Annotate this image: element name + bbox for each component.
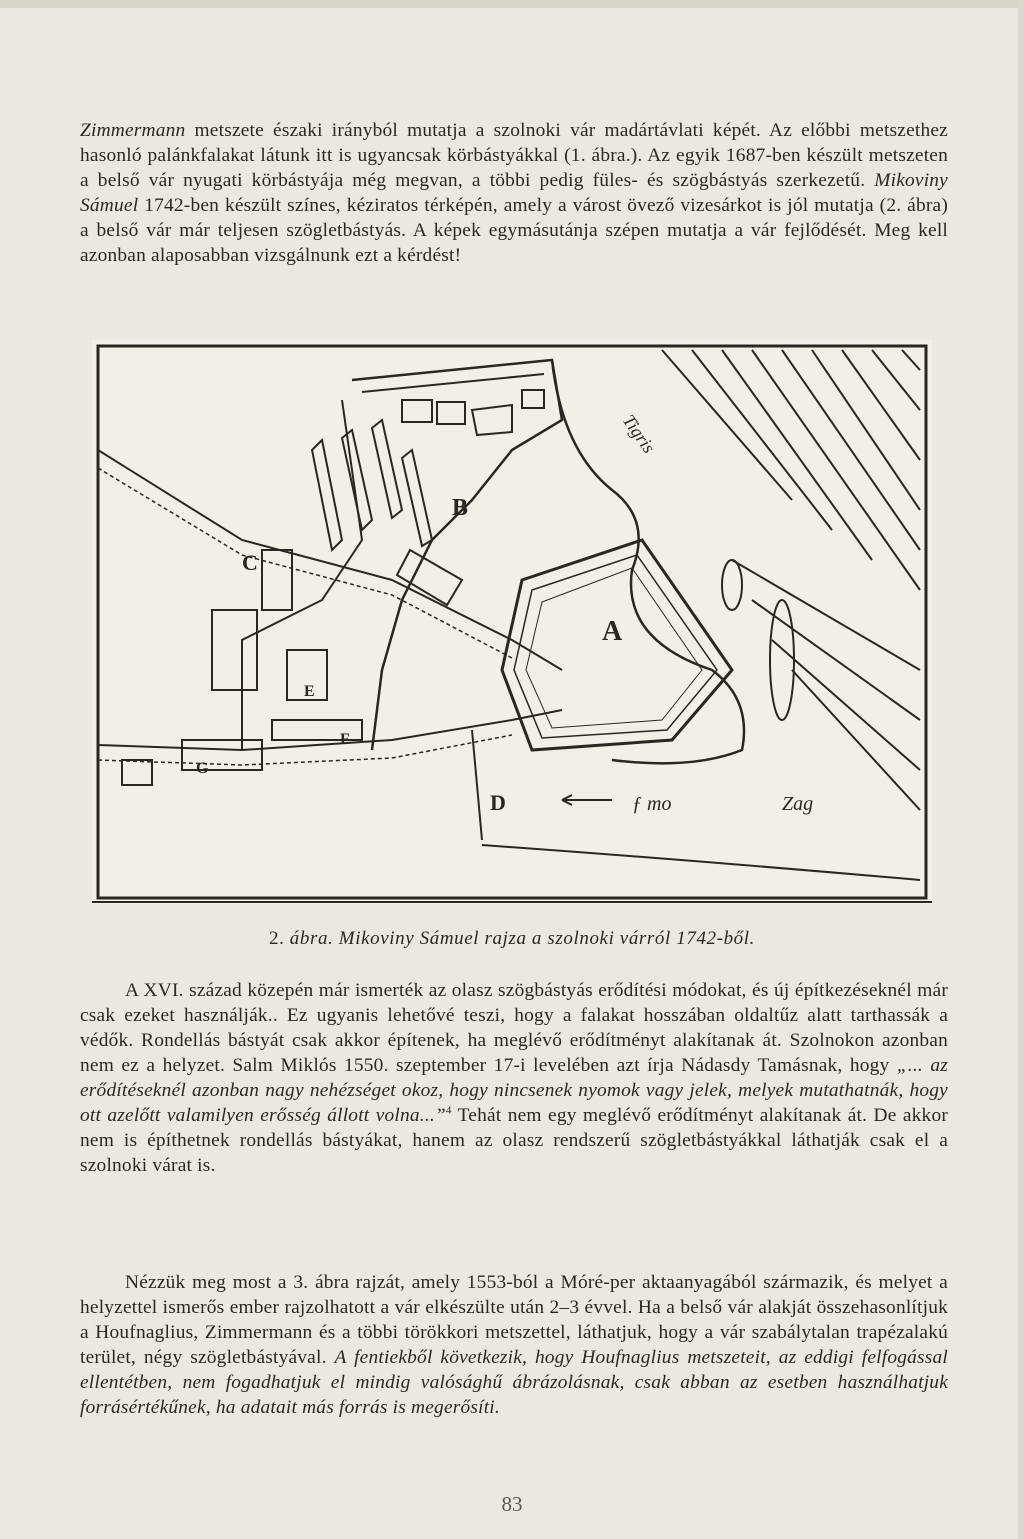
paragraph-3-text-a: Nézzük meg most a 3. ábra rajzát, amely 1553-ból a Móré-per aktaanyagából származik, és melyet a helyzettel ismerős ember rajzolhatott a vár elkészülte után 2–3 évvel. Ha a belső vár alakját összehasonlítjuk a Houfnaglius, Zimmermann és a többi törökkori metszettel, láthatjuk, hogy a vár szabálytalan trapézalakú terület, négy szögletbástyával. (80, 1272, 948, 1368)
label-c: C (242, 550, 258, 575)
map-figure (92, 340, 932, 904)
label-b: B (452, 495, 469, 521)
paragraph-2 (80, 978, 948, 1178)
paragraph-2-text-b: Tehát nem egy meglévő erődítményt alakítanak át. De akkor nem is építhetnek rondellás bástyákat, hanem az olasz rendszerű szögletbástyákkal láthatják csak el a szolnoki várat is. (80, 1105, 948, 1176)
label-d: D (490, 790, 506, 815)
label-e: E (304, 683, 315, 700)
paragraph-1 (80, 118, 948, 268)
footnote-marker: 4 (445, 1104, 452, 1117)
caption-number: 2. (268, 928, 285, 949)
page-number: 83 (501, 1492, 523, 1516)
arrow-text: ƒ mo (632, 793, 672, 815)
paragraph-3 (80, 1270, 948, 1420)
page-edge (0, 0, 1024, 8)
salm-quote: „... az erődítéseknél azonban nagy nehézséget okoz, hogy nincsenek nyomok vagy jelek, melyek mutathatnák, hogy ott azelőtt valamilyen erősség állott volna...” (80, 1055, 948, 1126)
paragraph-3-italic: A fentiekből következik, hogy Houfnaglius metszeteit, az eddigi felfogással ellentétben, nem fogadhatjuk el mindig valósághű ábrázolásnak, csak abban az esetben használhatjuk forrásértékűnek, ha adatait más forrás is megerősíti. (80, 1347, 948, 1418)
paragraph-1-text-a: metszete északi irányból mutatja a szolnoki vár madártávlati képét. Az előbbi metszethez hasonló palánkfalakat látunk itt is ugyancsak körbástyákkal (1. ábra.). Az egyik 1687-ben készült metszeten a belső vár nyugati körbástyája még megvan, a többi pedig füles- és szögbástyás szerkezetű. (80, 120, 948, 191)
paragraph-1-text-b: 1742-ben készült színes, kéziratos térképén, amely a várost övező vizesárkot is jól mutatja (2. ábra) a belső vár már teljesen szögletbástyás. A képek egymásutánja szépen mutatja a vár fejlődését. Meg kell azonban alaposabban vizsgálnunk ezt a kérdést! (80, 195, 948, 266)
label-a: A (602, 616, 623, 647)
castle-map-drawing (92, 340, 932, 904)
paragraph-2-text-a: A XVI. század közepén már ismerték az olasz szögbástyás erődítési módokat, és új építkezéseknél már csak ezeket használják.. Ez ugyanis lehetővé teszi, hogy a falakat hosszában oldaltűz alatt tarthassák a védők. Rondellás bástyát csak akkor építenek, ha meglévő erődítményt alakítanak át. Szolnokon azonban nem ez a helyzet. Salm Miklós 1550. szeptember 17-i levelében azt írja Nádasdy Tamásnak, hogy (80, 980, 948, 1076)
label-f: F (340, 731, 350, 748)
handwriting-1: Tigris (618, 410, 660, 457)
label-g: G (196, 760, 209, 777)
handwriting-2: Zag (782, 793, 814, 815)
author-mikoviny: Mikoviny Sámuel (80, 170, 948, 216)
caption-text: ábra. Mikoviny Sámuel rajza a szolnoki várról 1742-ből. (289, 928, 756, 949)
page-edge-right (1018, 0, 1024, 1539)
author-zimmermann: Zimmermann (80, 120, 186, 141)
figure-caption (0, 928, 1024, 950)
